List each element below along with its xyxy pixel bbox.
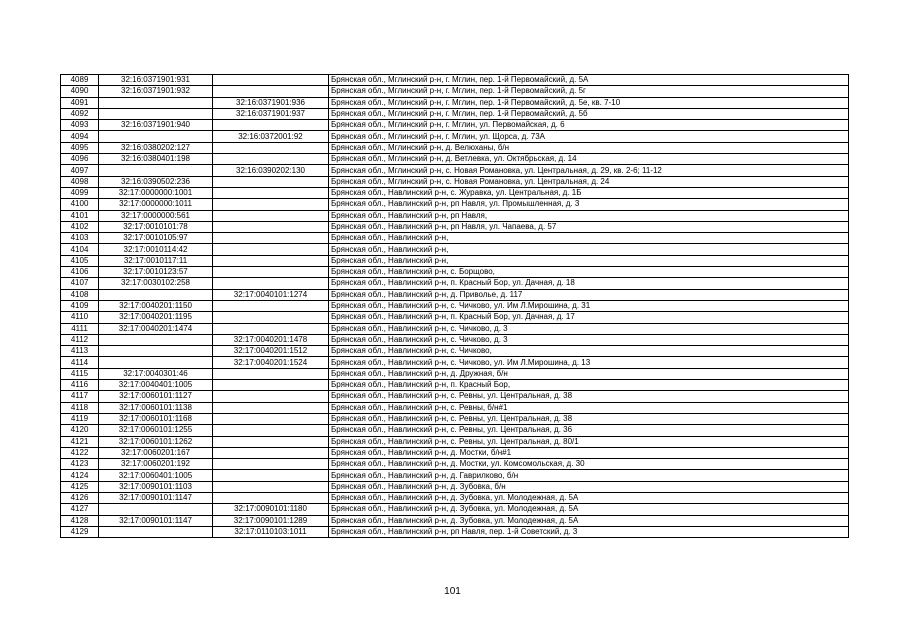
row-number-cell: 4117: [61, 391, 99, 402]
row-number-cell: 4104: [61, 244, 99, 255]
building-number-cell: [213, 312, 329, 323]
address-cell: Брянская обл., Навлинский р-н, рп Навля, ул. Чапаева, д. 57: [329, 221, 849, 232]
cadastral-number-cell: 32:16:0371901:931: [99, 75, 213, 86]
address-cell: Брянская обл., Навлинский р-н, с. Чичково, ул. Им Л.Мирошина, д. 31: [329, 300, 849, 311]
address-cell: Брянская обл., Мглинский р-н, с. Новая Романовка, ул. Центральная, д. 29, кв. 2-6; 11-12: [329, 165, 849, 176]
row-number-cell: 4120: [61, 425, 99, 436]
building-number-cell: [213, 481, 329, 492]
row-number-cell: 4106: [61, 267, 99, 278]
building-number-cell: [213, 380, 329, 391]
building-number-cell: [213, 447, 329, 458]
address-cell: Брянская обл., Навлинский р-н, п. Красный Бор, ул. Дачная, д. 17: [329, 312, 849, 323]
building-number-cell: 32:16:0371901:937: [213, 108, 329, 119]
cadastral-number-cell: 32:17:0040201:1474: [99, 323, 213, 334]
table-row: [61, 108, 849, 119]
table-row: [61, 176, 849, 187]
row-number-cell: 4123: [61, 459, 99, 470]
row-number-cell: 4118: [61, 402, 99, 413]
table-row: [61, 515, 849, 526]
cadastral-number-cell: 32:17:0060101:1138: [99, 402, 213, 413]
building-number-cell: 32:17:0040101:1274: [213, 289, 329, 300]
building-number-cell: [213, 413, 329, 424]
building-number-cell: [213, 221, 329, 232]
cadastral-number-cell: 32:17:0040201:1195: [99, 312, 213, 323]
table-row: [61, 187, 849, 198]
building-number-cell: [213, 278, 329, 289]
address-cell: Брянская обл., Навлинский р-н, п. Красный Бор,: [329, 380, 849, 391]
row-number-cell: 4109: [61, 300, 99, 311]
address-cell: Брянская обл., Мглинский р-н, г. Мглин, пер. 1-й Первомайский, д. 5А: [329, 75, 849, 86]
cadastral-number-cell: 32:17:0060101:1262: [99, 436, 213, 447]
building-number-cell: [213, 199, 329, 210]
building-number-cell: 32:17:0040201:1478: [213, 334, 329, 345]
address-cell: Брянская обл., Навлинский р-н, с. Журавка, ул. Центральная, д. 1Б: [329, 187, 849, 198]
row-number-cell: 4102: [61, 221, 99, 232]
address-cell: Брянская обл., Навлинский р-н, д. Зубовка, ул. Молодежная, д. 5А: [329, 492, 849, 503]
row-number-cell: 4124: [61, 470, 99, 481]
address-cell: Брянская обл., Навлинский р-н, д. Дружная, б/н: [329, 368, 849, 379]
row-number-cell: 4107: [61, 278, 99, 289]
building-number-cell: [213, 233, 329, 244]
row-number-cell: 4114: [61, 357, 99, 368]
row-number-cell: 4121: [61, 436, 99, 447]
building-number-cell: [213, 425, 329, 436]
table-row: [61, 357, 849, 368]
address-cell: Брянская обл., Навлинский р-н, с. Борщово,: [329, 267, 849, 278]
address-cell: Брянская обл., Навлинский р-н, с. Ревны, ул. Центральная, д. 80/1: [329, 436, 849, 447]
table-row: [61, 312, 849, 323]
table-row: [61, 120, 849, 131]
cadastral-number-cell: 32:17:0010123:57: [99, 267, 213, 278]
table-row: [61, 334, 849, 345]
cadastral-number-cell: 32:17:0010114:42: [99, 244, 213, 255]
building-number-cell: 32:16:0371901:936: [213, 97, 329, 108]
address-cell: Брянская обл., Мглинский р-н, д. Ветлевка, ул. Октябрьская, д. 14: [329, 154, 849, 165]
cadastral-number-cell: 32:16:0371901:932: [99, 86, 213, 97]
cadastral-number-cell: [99, 526, 213, 537]
cadastral-number-cell: 32:16:0380401:198: [99, 154, 213, 165]
cadastral-number-cell: 32:17:0060401:1005: [99, 470, 213, 481]
table-row: [61, 504, 849, 515]
address-cell: Брянская обл., Мглинский р-н, г. Мглин, пер. 1-й Первомайский, д. 5г: [329, 86, 849, 97]
row-number-cell: 4125: [61, 481, 99, 492]
table-row: [61, 323, 849, 334]
address-cell: Брянская обл., Навлинский р-н, рп Навля, пер. 1-й Советский, д. 3: [329, 526, 849, 537]
row-number-cell: 4119: [61, 413, 99, 424]
address-cell: Брянская обл., Навлинский р-н, с. Чичково,: [329, 346, 849, 357]
building-number-cell: 32:17:0040201:1524: [213, 357, 329, 368]
building-number-cell: 32:16:0390202:130: [213, 165, 329, 176]
row-number-cell: 4129: [61, 526, 99, 537]
cadastral-number-cell: 32:17:0060201:167: [99, 447, 213, 458]
table-row: [61, 142, 849, 153]
building-number-cell: 32:17:0040201:1512: [213, 346, 329, 357]
building-number-cell: [213, 120, 329, 131]
table-row: [61, 447, 849, 458]
row-number-cell: 4103: [61, 233, 99, 244]
row-number-cell: 4096: [61, 154, 99, 165]
cadastral-number-cell: 32:17:0060201:192: [99, 459, 213, 470]
cadastral-number-cell: 32:17:0090101:1147: [99, 492, 213, 503]
building-number-cell: 32:17:0110103:1011: [213, 526, 329, 537]
table-row: [61, 481, 849, 492]
building-number-cell: [213, 300, 329, 311]
cadastral-number-cell: [99, 346, 213, 357]
row-number-cell: 4091: [61, 97, 99, 108]
building-number-cell: [213, 176, 329, 187]
row-number-cell: 4108: [61, 289, 99, 300]
building-number-cell: [213, 187, 329, 198]
table-row: [61, 391, 849, 402]
address-cell: Брянская обл., Навлинский р-н, с. Ревны, ул. Центральная, д. 36: [329, 425, 849, 436]
cadastral-number-cell: 32:17:0090101:1103: [99, 481, 213, 492]
address-cell: Брянская обл., Мглинский р-н, г. Мглин, ул. Первомайская, д. 6: [329, 120, 849, 131]
table-row: [61, 97, 849, 108]
table-row: [61, 131, 849, 142]
cadastral-number-cell: 32:17:0040301:46: [99, 368, 213, 379]
address-cell: Брянская обл., Навлинский р-н, п. Красный Бор, ул. Дачная, д. 18: [329, 278, 849, 289]
address-cell: Брянская обл., Навлинский р-н,: [329, 233, 849, 244]
row-number-cell: 4127: [61, 504, 99, 515]
address-cell: Брянская обл., Навлинский р-н, д. Приволье, д. 117: [329, 289, 849, 300]
address-cell: Брянская обл., Мглинский р-н, г. Мглин, пер. 1-й Первомайский, д. 5б: [329, 108, 849, 119]
address-cell: Брянская обл., Мглинский р-н, с. Новая Романовка, ул. Центральная, д. 24: [329, 176, 849, 187]
row-number-cell: 4094: [61, 131, 99, 142]
cadastral-number-cell: 32:17:0000000:561: [99, 210, 213, 221]
building-number-cell: 32:17:0090101:1289: [213, 515, 329, 526]
table-row: [61, 278, 849, 289]
building-number-cell: [213, 142, 329, 153]
building-number-cell: [213, 470, 329, 481]
row-number-cell: 4101: [61, 210, 99, 221]
building-number-cell: [213, 86, 329, 97]
row-number-cell: 4099: [61, 187, 99, 198]
address-cell: Брянская обл., Навлинский р-н, д. Зубовка, ул. Молодежная, д. 5А: [329, 515, 849, 526]
building-number-cell: [213, 492, 329, 503]
cadastral-number-cell: 32:17:0010117:11: [99, 255, 213, 266]
row-number-cell: 4111: [61, 323, 99, 334]
cadastral-number-cell: 32:17:0000000:1001: [99, 187, 213, 198]
address-cell: Брянская обл., Навлинский р-н, д. Мостки, ул. Комсомольская, д. 30: [329, 459, 849, 470]
table-row: [61, 244, 849, 255]
row-number-cell: 4100: [61, 199, 99, 210]
address-cell: Брянская обл., Навлинский р-н, рп Навля,: [329, 210, 849, 221]
cadastral-number-cell: 32:16:0371901:940: [99, 120, 213, 131]
cadastral-number-cell: [99, 504, 213, 515]
row-number-cell: 4092: [61, 108, 99, 119]
row-number-cell: 4115: [61, 368, 99, 379]
address-cell: Брянская обл., Навлинский р-н, с. Ревны, ул. Центральная, д. 38: [329, 391, 849, 402]
table-row: [61, 346, 849, 357]
cadastral-number-cell: 32:17:0030102:258: [99, 278, 213, 289]
registry-table: [60, 74, 849, 538]
row-number-cell: 4093: [61, 120, 99, 131]
row-number-cell: 4089: [61, 75, 99, 86]
row-number-cell: 4116: [61, 380, 99, 391]
row-number-cell: 4126: [61, 492, 99, 503]
cadastral-number-cell: 32:17:0040201:1150: [99, 300, 213, 311]
table-row: [61, 233, 849, 244]
page-number: 101: [444, 586, 461, 597]
table-row: [61, 210, 849, 221]
row-number-cell: 4122: [61, 447, 99, 458]
cadastral-number-cell: 32:16:0380202:127: [99, 142, 213, 153]
table-row: [61, 221, 849, 232]
building-number-cell: [213, 267, 329, 278]
address-cell: Брянская обл., Навлинский р-н, с. Ревны, б/н#1: [329, 402, 849, 413]
building-number-cell: [213, 210, 329, 221]
cadastral-number-cell: [99, 165, 213, 176]
address-cell: Брянская обл., Навлинский р-н,: [329, 244, 849, 255]
building-number-cell: [213, 154, 329, 165]
address-cell: Брянская обл., Навлинский р-н, с. Чичково, ул. Им Л.Мирошина, д. 13: [329, 357, 849, 368]
address-cell: Брянская обл., Навлинский р-н, с. Чичково, д. 3: [329, 334, 849, 345]
table-row: [61, 255, 849, 266]
building-number-cell: [213, 459, 329, 470]
cadastral-number-cell: [99, 357, 213, 368]
row-number-cell: 4110: [61, 312, 99, 323]
address-cell: Брянская обл., Навлинский р-н, д. Мостки, б/н#1: [329, 447, 849, 458]
row-number-cell: 4097: [61, 165, 99, 176]
address-cell: Брянская обл., Мглинский р-н, г. Мглин, ул. Щорса, д. 73А: [329, 131, 849, 142]
table-row: [61, 154, 849, 165]
cadastral-number-cell: 32:17:0060101:1168: [99, 413, 213, 424]
row-number-cell: 4098: [61, 176, 99, 187]
cadastral-number-cell: [99, 289, 213, 300]
row-number-cell: 4128: [61, 515, 99, 526]
cadastral-number-cell: [99, 97, 213, 108]
table-row: [61, 199, 849, 210]
table-row: [61, 267, 849, 278]
table-row: [61, 413, 849, 424]
table-row: [61, 470, 849, 481]
row-number-cell: 4105: [61, 255, 99, 266]
building-number-cell: 32:17:0090101:1180: [213, 504, 329, 515]
table-row: [61, 165, 849, 176]
building-number-cell: [213, 255, 329, 266]
address-cell: Брянская обл., Навлинский р-н, д. Зубовка, б/н: [329, 481, 849, 492]
registry-table-body: [61, 75, 849, 538]
address-cell: Брянская обл., Мглинский р-н, г. Мглин, пер. 1-й Первомайский, д. 5е, кв. 7-10: [329, 97, 849, 108]
table-row: [61, 402, 849, 413]
address-cell: Брянская обл., Навлинский р-н,: [329, 255, 849, 266]
row-number-cell: 4112: [61, 334, 99, 345]
building-number-cell: 32:16:0372001:92: [213, 131, 329, 142]
table-row: [61, 425, 849, 436]
building-number-cell: [213, 391, 329, 402]
cadastral-number-cell: 32:17:0060101:1127: [99, 391, 213, 402]
table-row: [61, 492, 849, 503]
table-row: [61, 289, 849, 300]
cadastral-number-cell: 32:17:0000000:1011: [99, 199, 213, 210]
table-row: [61, 526, 849, 537]
cadastral-number-cell: 32:17:0010105:97: [99, 233, 213, 244]
cadastral-number-cell: 32:16:0390502:236: [99, 176, 213, 187]
building-number-cell: [213, 244, 329, 255]
table-row: [61, 368, 849, 379]
address-cell: Брянская обл., Навлинский р-н, с. Чичково, д. 3: [329, 323, 849, 334]
table-row: [61, 86, 849, 97]
table-row: [61, 380, 849, 391]
cadastral-number-cell: 32:17:0040401:1005: [99, 380, 213, 391]
address-cell: Брянская обл., Навлинский р-н, д. Зубовка, ул. Молодежная, д. 5А: [329, 504, 849, 515]
cadastral-number-cell: [99, 108, 213, 119]
table-row: [61, 300, 849, 311]
table-row: [61, 436, 849, 447]
cadastral-number-cell: 32:17:0090101:1147: [99, 515, 213, 526]
cadastral-number-cell: [99, 334, 213, 345]
row-number-cell: 4113: [61, 346, 99, 357]
address-cell: Брянская обл., Навлинский р-н, д. Гаврилково, б/н: [329, 470, 849, 481]
building-number-cell: [213, 402, 329, 413]
table-row: [61, 75, 849, 86]
building-number-cell: [213, 368, 329, 379]
cadastral-number-cell: [99, 131, 213, 142]
building-number-cell: [213, 75, 329, 86]
address-cell: Брянская обл., Навлинский р-н, с. Ревны, ул. Центральная, д. 38: [329, 413, 849, 424]
building-number-cell: [213, 436, 329, 447]
address-cell: Брянская обл., Мглинский р-н, д. Велюханы, б/н: [329, 142, 849, 153]
table-row: [61, 459, 849, 470]
row-number-cell: 4090: [61, 86, 99, 97]
address-cell: Брянская обл., Навлинский р-н, рп Навля, ул. Промышленная, д. 3: [329, 199, 849, 210]
cadastral-number-cell: 32:17:0060101:1255: [99, 425, 213, 436]
building-number-cell: [213, 323, 329, 334]
cadastral-number-cell: 32:17:0010101:78: [99, 221, 213, 232]
row-number-cell: 4095: [61, 142, 99, 153]
